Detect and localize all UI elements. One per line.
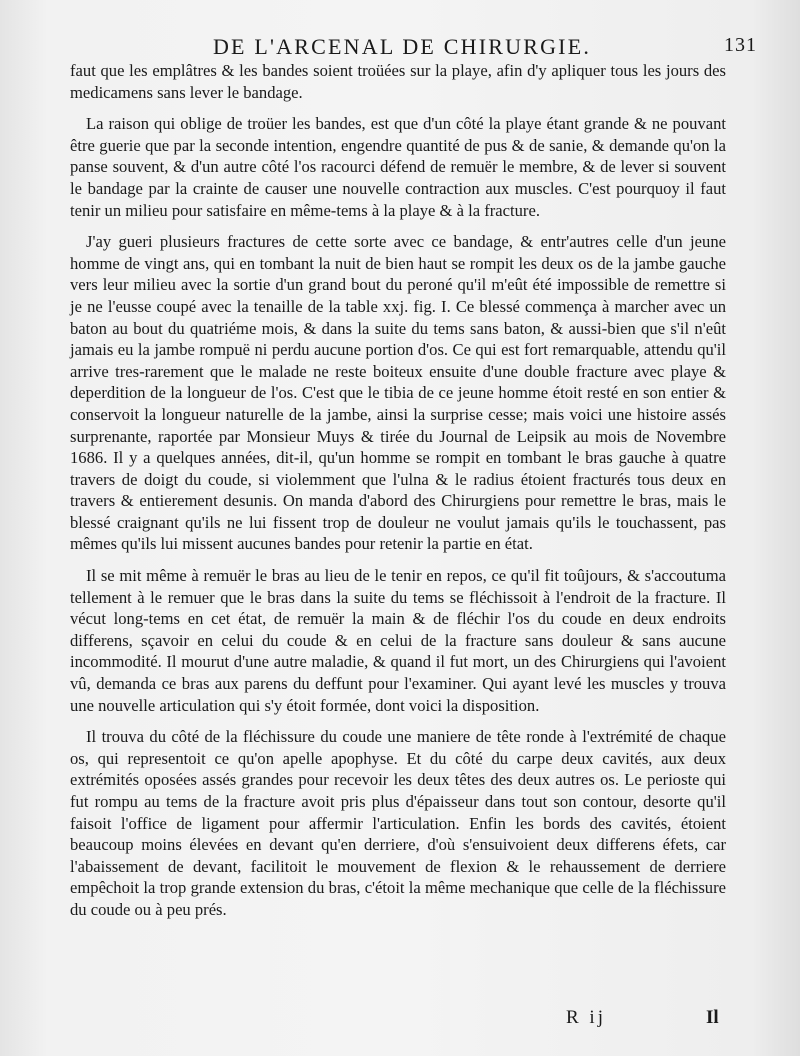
body-text: [70, 60, 726, 921]
paragraph-continued: faut que les emplâtres & les bandes soient troüées sur la playe, afin d'y apliquer tous les jours des medicamens sans lever le bandage.: [70, 61, 726, 102]
paragraph: Il se mit même à remuër le bras au lieu de le tenir en repos, ce qu'il fit toûjours, & s'accoutuma tellement à le remuer que le bras dans la suite du tems se fléchissoit à l'endroit de la fracture. Il vécut long-tems en cet état, de remuër la main & de fléchir l'os du coude en deux endroits differens, sçavoir en celui du coude & en celui de la fracture sans douleur & sans aucune incommodité. Il mourut d'une autre maladie, & quand il fut mort, un des Chirurgiens qui l'avoient vû, demanda ce bras aux parens du deffunt pour l'examiner. Qui ayant levé les muscles y trouva une nouvelle articulation qui s'y étoit formée, dont voici la disposition.: [70, 566, 726, 715]
page-number: 131: [724, 34, 757, 56]
running-title: DE L'ARCENAL DE CHIRURGIE.: [212, 34, 592, 59]
signature-mark: R ij: [566, 1007, 606, 1028]
paragraph: Il trouva du côté de la fléchissure du coude une maniere de tête ronde à l'extrémité de chaque os, qui representoit ce qu'on apelle apophyse. Et du côté du carpe deux cavités, aux deux extrémités oposées assés grandes pour recevoir les deux têtes des deux autres os. Le perioste qui fut rompu au tems de la fracture avoit pris plus d'épaisseur dans tout son contour, desorte qu'il faisoit l'office de ligament pour affermir l'articulation. Enfin les bords des cavités, étoient beaucoup moins élevées en devant qu'en derriere, d'où s'ensuivoient deux differens éfets, car l'abaissement de devant, facilitoit le mouvement de flexion & le rehaussement de derriere empêchoit la trop grande extension du bras, c'étoit la même mechanique que celle de la fléchissure du coude ou à peu prés.: [70, 727, 726, 919]
catchword: Il: [706, 1007, 719, 1028]
paragraph: J'ay gueri plusieurs fractures de cette sorte avec ce bandage, & entr'autres celle d'un jeune homme de vingt ans, qui en tombant la nuit de bien haut se rompit les deux os de la jambe gauche vers leur milieu avec la sortie d'un grand bout du peroné qu'il m'eût été impossible de remettre si je ne l'eusse coupé avec la tenaille de la table xxj. fig. I. Ce blessé commença à marcher avec un baton au bout du quatriéme mois, & dans la suite du tems sans baton, & aussi-bien que s'il n'eût jamais eu la jambe rompuë ni perdu aucune portion d'os. Ce qui est fort remarquable, attendu qu'il arrive tres-rarement que le malade ne reste boiteux ensuite d'une double fracture avec playe & deperdition de la longueur de l'os. C'est que le tibia de ce jeune homme étoit resté en son entier & conservoit la longueur naturelle de la jambe, ainsi la surprise cesse; mais voici une histoire assés surprenante, raportée par Monsieur Muys & tirée du Journal de Leipsik au mois de Novembre 1686. Il y a quelques années, dit-il, qu'un homme se rompit en tombant le bras gauche à quatre travers de doigt du coude, si violemment que l'ulna & le radius étoient fracturés tous deux en travers & entierement desunis. On manda d'abord des Chirurgiens pour remettre le bras, mais le blessé craignant qu'ils ne lui fissent trop de douleur ne voulut jamais qu'ils le touchassent, pas mêmes qu'ils lui missent aucunes bandes pour retenir la partie en état.: [70, 232, 726, 554]
paragraph: La raison qui oblige de troüer les bandes, est que d'un côté la playe étant grande & ne pouvant être guerie que par la seconde intention, engendre quantité de pus & de sanie, & demande qu'on la panse souvent, & d'un autre côté l'os racourci défend de remuër le membre, & de lever si souvent le bandage par la crainte de causer une nouvelle contraction aux muscles. C'est pourquoy il faut tenir un milieu pour satisfaire en même-tems à la playe & à la fracture.: [70, 114, 726, 220]
